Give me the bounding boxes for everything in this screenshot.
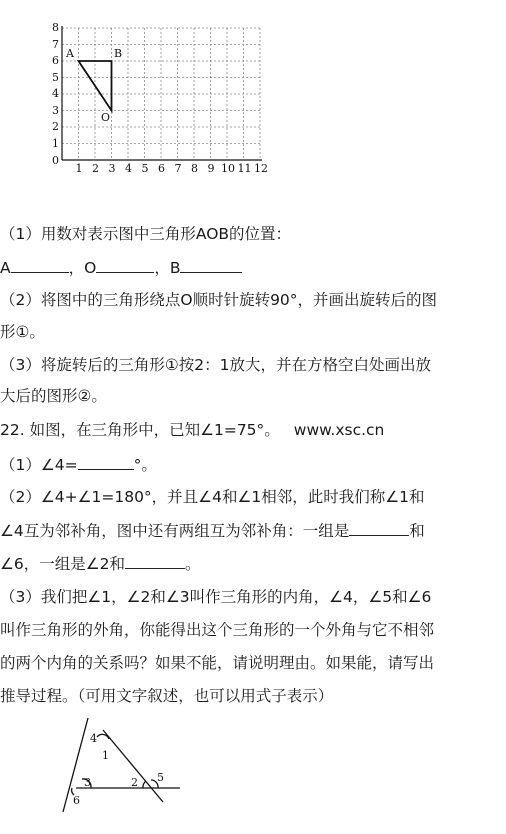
problem-22-text: 22. 如图，在三角形中，已知∠1=75°。 [0, 421, 280, 439]
q2-line1: （2）将图中的三角形绕点O顺时针旋转90°，并画出旋转后的图 [0, 291, 438, 309]
x-tick-12: 12 [254, 162, 268, 175]
p22-q2-line1: （2）∠4+∠1=180°，并且∠4和∠1相邻，此时我们称∠1和 [0, 488, 425, 506]
answer-b-blank[interactable] [180, 257, 242, 273]
x-tick-10: 10 [221, 162, 235, 175]
y-tick-3: 3 [52, 104, 59, 117]
x-tick-1: 1 [75, 162, 83, 175]
p22-q1-suffix: °。 [133, 456, 157, 474]
p22-q1-text: （1）∠4= [0, 456, 78, 474]
p22-q2-line3 [0, 553, 201, 574]
problem-22-line [0, 420, 384, 440]
p22-q3-line1: （3）我们把∠1，∠2和∠3叫作三角形的内角，∠4，∠5和∠6 [0, 588, 432, 606]
p22-q2-text2: ∠6，一组是∠2和 [0, 555, 126, 573]
angle-label-6: 6 [73, 794, 80, 807]
y-tick-8: 8 [52, 21, 59, 34]
y-tick-6: 6 [52, 54, 59, 67]
x-tick-4: 4 [125, 162, 132, 175]
point-label-o: O [101, 111, 111, 124]
right-side-line [103, 730, 163, 802]
angle-label-4: 4 [90, 732, 97, 745]
y-tick-5: 5 [52, 71, 59, 84]
x-tick-5: 5 [141, 162, 149, 175]
x-tick-11: 11 [237, 162, 252, 175]
p22-q3-line3: 的两个内角的关系吗？如果不能，请说明理由。如果能，请写出 [0, 654, 435, 672]
q3-line2: 大后的图形②。 [0, 387, 107, 405]
triangle-figure [0, 712, 200, 822]
grid-figure [0, 0, 290, 190]
y-tick-7: 7 [52, 38, 59, 51]
angle-label-3: 3 [84, 776, 91, 789]
answer-a-label: A [0, 259, 11, 277]
p22-q1-blank[interactable] [78, 454, 134, 470]
angle-2-arc [143, 781, 146, 788]
p22-q2-text: ∠4互为邻补角，图中还有两组互为邻补角：一组是 [0, 522, 350, 540]
y-tick-4: 4 [52, 87, 59, 100]
q2-line2: 形①。 [0, 323, 45, 341]
p22-q3-line2: 叫作三角形的外角，你能得出这个三角形的一个外角与它不相邻 [0, 621, 435, 639]
x-tick-8: 8 [191, 162, 198, 175]
angle-label-2: 2 [131, 776, 138, 789]
angle-label-1: 1 [102, 749, 109, 762]
p22-q3-line4: 推导过程。（可用文字叙述，也可以用式子表示） [0, 687, 334, 705]
answer-o-label: ，O [68, 259, 97, 277]
angle-label-5: 5 [157, 771, 164, 784]
x-tick-3: 3 [108, 162, 116, 175]
p22-q2-blank1[interactable] [349, 520, 409, 536]
y-tick-0: 0 [52, 154, 59, 167]
p22-q2-line2 [0, 520, 425, 541]
x-tick-7: 7 [174, 162, 182, 175]
x-tick-6: 6 [158, 162, 165, 175]
point-label-b: B [114, 47, 123, 60]
website-text: www.xsc.cn [293, 421, 385, 439]
p22-q1-line [0, 454, 157, 475]
answer-line [0, 257, 242, 278]
x-tick-9: 9 [207, 162, 215, 175]
p22-q2-blank2[interactable] [125, 553, 185, 569]
grid-lines [62, 28, 260, 160]
q1-text: （1）用数对表示图中三角形AOB的位置： [0, 225, 292, 243]
q3-line1: （3）将旋转后的三角形①按2：1放大，并在方格空白处画出放 [0, 356, 431, 374]
y-tick-1: 1 [52, 137, 59, 150]
p22-q2-and: 和 [409, 522, 425, 540]
answer-o-blank[interactable] [96, 257, 154, 273]
answer-b-label: ，B [154, 259, 181, 277]
p22-q2-end: 。 [185, 555, 201, 573]
x-tick-2: 2 [92, 162, 99, 175]
y-tick-2: 2 [52, 120, 59, 133]
point-label-a: A [66, 47, 74, 60]
answer-a-blank[interactable] [11, 257, 69, 273]
